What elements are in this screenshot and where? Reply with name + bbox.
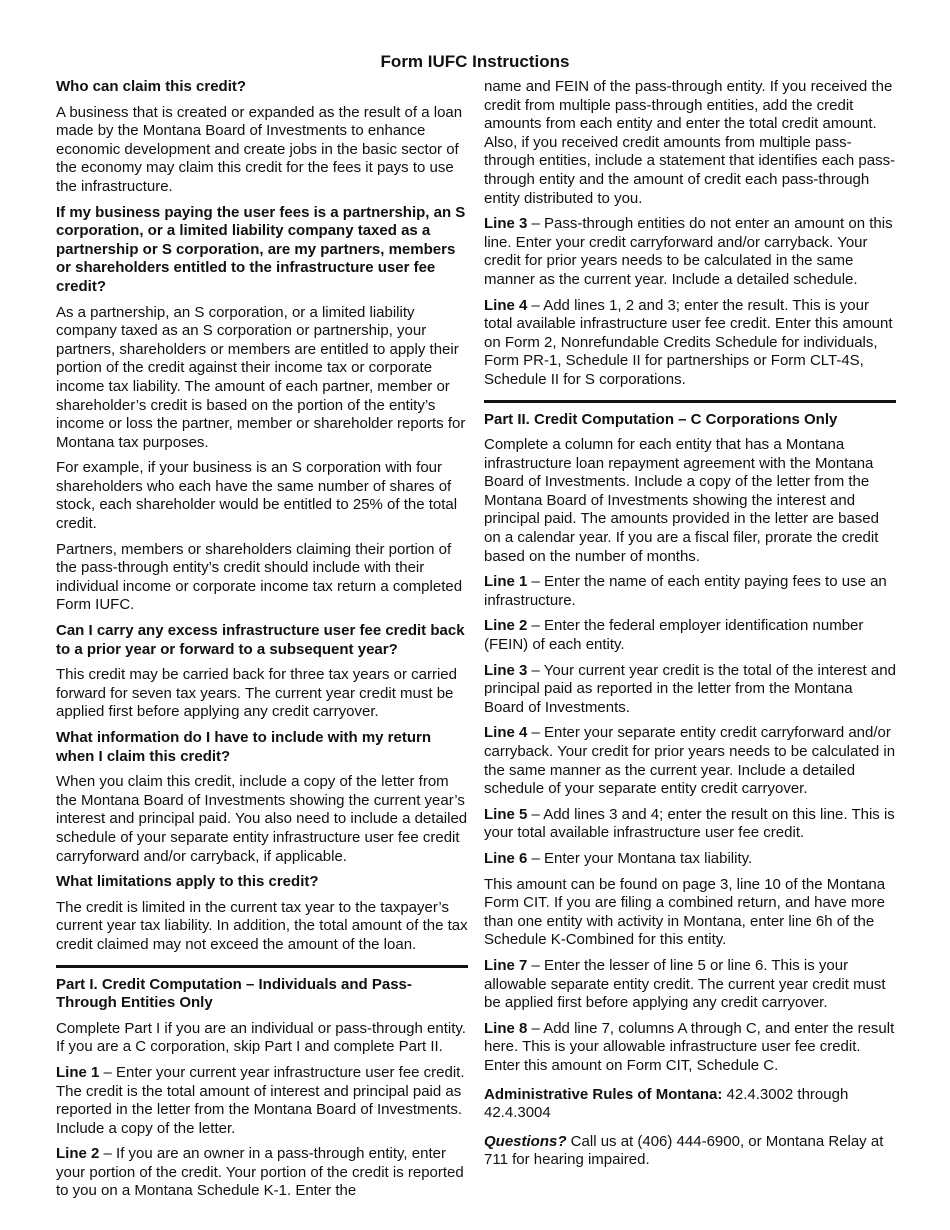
question-limitations: What limitations apply to this credit? [56, 873, 319, 891]
answer-include: When you claim this credit, include a copy of the letter from the Montana Board of Investments showing the current year’s interest and principal paid. You also need to include a detailed schedule of your separate entity infrastructure user fee credit carryforward and/or carryback, if applicable. [56, 773, 468, 865]
part2-line3 [484, 662, 896, 718]
page-title: Form IUFC Instructions [380, 52, 570, 71]
answer-who-can-claim: A business that is created or expanded as the result of a loan made by the Montana Board of Investments to enhance economic development and create jobs in the basic sector of the economy may claim this credit for the fees it pays to use the infrastructure. [56, 103, 463, 195]
line-text: – Add lines 3 and 4; enter the result on this line. This is your total available infrastructure user fee credit. [484, 805, 895, 842]
line-label: Line 1 [56, 1063, 100, 1081]
line-label: Line 4 [484, 296, 528, 314]
answer-limitations: The credit is limited in the current tax year to the taxpayer’s current year tax liability. In addition, the total amount of the tax credit claimed may not exceed the amount of the loan. [56, 898, 468, 953]
line-text: – Enter your Montana tax liability. [527, 849, 753, 867]
rules-text: 42.4.3002 through 42.4.3004 [484, 1085, 849, 1122]
question-include: What information do I have to include with my return when I claim this credit? [56, 729, 432, 765]
line-text: – If you are an owner in a pass-through entity, enter your portion of the credit. Your portion of the credit is reported to you on a Montana Schedule K-1. Enter the [56, 1145, 464, 1200]
part2-line5 [484, 806, 896, 843]
line-label: Line 2 [484, 617, 528, 635]
part1-intro: Complete Part I if you are an individual or pass-through entity. If you are a C corporation, skip Part I and complete Part II. [56, 1019, 466, 1056]
part1-line2 [56, 1145, 468, 1201]
line-text: – Enter the name of each entity paying fees to use an infrastructure. [484, 573, 887, 609]
questions-label: Questions? [484, 1132, 567, 1150]
part2-line2 [484, 617, 896, 654]
administrative-rules [484, 1086, 896, 1123]
part1-line1 [56, 1064, 468, 1138]
line-text: – Add lines 1, 2 and 3; enter the result. This is your total available infrastructure user fee credit. Enter this amount on Form 2, Nonrefundable Credits Schedule for individuals, Form PR-1, Schedule II for partnerships or Form CLT-4S, Schedule II for S corporations. [484, 296, 893, 388]
question-who-can-claim: Who can claim this credit? [56, 78, 247, 95]
line-label: Line 2 [56, 1145, 100, 1163]
line-label: Line 1 [484, 573, 528, 591]
line-label: Line 6 [484, 849, 528, 867]
line-label: Line 4 [484, 724, 528, 742]
rules-label: Administrative Rules of Montana: [484, 1085, 723, 1103]
left-column [56, 78, 468, 1208]
question-partnership: If my business paying the user fees is a partnership, an S corporation, or a limited liability company taxed as a partnership or S corporation, are my partners, members or shareholders entitled to the infrastructure user fee credit? [56, 203, 466, 295]
line-label: Line 3 [484, 215, 528, 233]
question-carry: Can I carry any excess infrastructure user fee credit back to a prior year or forward to a subsequent year? [56, 622, 465, 658]
part1-line3 [484, 215, 896, 289]
questions-contact [484, 1133, 896, 1170]
line-label: Line 3 [484, 661, 528, 679]
part2-line6-note: This amount can be found on page 3, line 10 of the Montana Form CIT. If you are filing a combined return, and have more than one entity with activity in Montana, enter line 6h of the Schedule K-Combined for this entity. [484, 875, 886, 949]
answer-carry: This credit may be carried back for three tax years or carried forward for seven tax years. The current year credit must be applied first before applying any credit carryover. [56, 666, 457, 721]
part2-intro: Complete a column for each entity that has a Montana infrastructure loan repayment agreement with the Montana Board of Investments. Include a copy of the letter from the Montana Board of Investments showing the interest and principal paid. The amounts provided in the letter are based on a calendar year. If you are a fiscal filer, prorate the credit based on the number of months. [484, 436, 879, 565]
part1-line2-continued: name and FEIN of the pass-through entity. If you received the credit from multiple pass-through entities, add the credit amounts from each entity and enter the total credit amount. Also, if you received credit amounts from multiple pass-through entities, include a statement that identifies each pass-through entity and the amount of credit each pass-through entity distributed to you. [484, 78, 896, 207]
paragraph-partners: Partners, members or shareholders claiming their portion of the pass-through entity’s credit should include with their individual income or corporate income tax return a completed Form IUFC. [56, 540, 463, 614]
part2-line8 [484, 1020, 896, 1076]
answer-partnership: As a partnership, an S corporation, or a limited liability company taxed as an S corporation or partnership, your partners, shareholders or members are entitled to apply their portion of the credit against their income tax or corporate income tax liability. The amount of each partner, member or shareholder’s credit is based on the portion of the entity’s income or loss the partner, member or shareholder reports for Montana tax purposes. [56, 303, 466, 451]
questions-text: Call us at (406) 444-6900, or Montana Relay at 711 for hearing impaired. [484, 1132, 884, 1169]
part2-line6 [484, 850, 896, 869]
section-divider [484, 400, 896, 403]
line-label: Line 8 [484, 1019, 528, 1037]
right-column [484, 78, 896, 1177]
line-text: – Add line 7, columns A through C, and enter the result here. This is your allowable infrastructure user fee credit. Enter this amount on Form CIT, Schedule C. [484, 1019, 895, 1074]
line-text: – Your current year credit is the total of the interest and principal paid as reported in the letter from the Montana Board of Investments. [484, 661, 896, 716]
line-text: – Enter your current year infrastructure user fee credit. The credit is the total amount of interest and principal paid as reported in the letter from the Montana Board of Investments. Include a copy of the letter. [56, 1063, 465, 1137]
part2-line7 [484, 957, 896, 1013]
part2-line1 [484, 573, 896, 610]
line-text: – Enter your separate entity credit carryforward and/or carryback. Your credit for prior years needs to be calculated in the same manner as the current year. Include a detailed schedule of your separate entity credit carryover. [484, 724, 896, 798]
line-text: – Enter the federal employer identification number (FEIN) of each entity. [484, 617, 864, 654]
part2-heading: Part II. Credit Computation – C Corporations Only [484, 410, 838, 428]
part1-heading: Part I. Credit Computation – Individuals and Pass-Through Entities Only [56, 975, 412, 1012]
line-text: – Pass-through entities do not enter an amount on this line. Enter your credit carryforward and/or carryback. Your credit for prior years needs to be calculated in the same manner as the current year. Include a detailed schedule. [484, 215, 893, 288]
paragraph-example: For example, if your business is an S corporation with four shareholders who each have the same number of shares of stock, each shareholder would be entitled to 25% of the total credit. [56, 459, 458, 533]
section-divider [56, 965, 468, 968]
line-label: Line 7 [484, 956, 528, 974]
part2-line4 [484, 724, 896, 798]
line-text: – Enter the lesser of line 5 or line 6. This is your allowable separate entity credit. The current year credit must be applied first before applying any credit carryover. [484, 956, 886, 1012]
line-label: Line 5 [484, 805, 528, 823]
part1-line4 [484, 297, 896, 390]
